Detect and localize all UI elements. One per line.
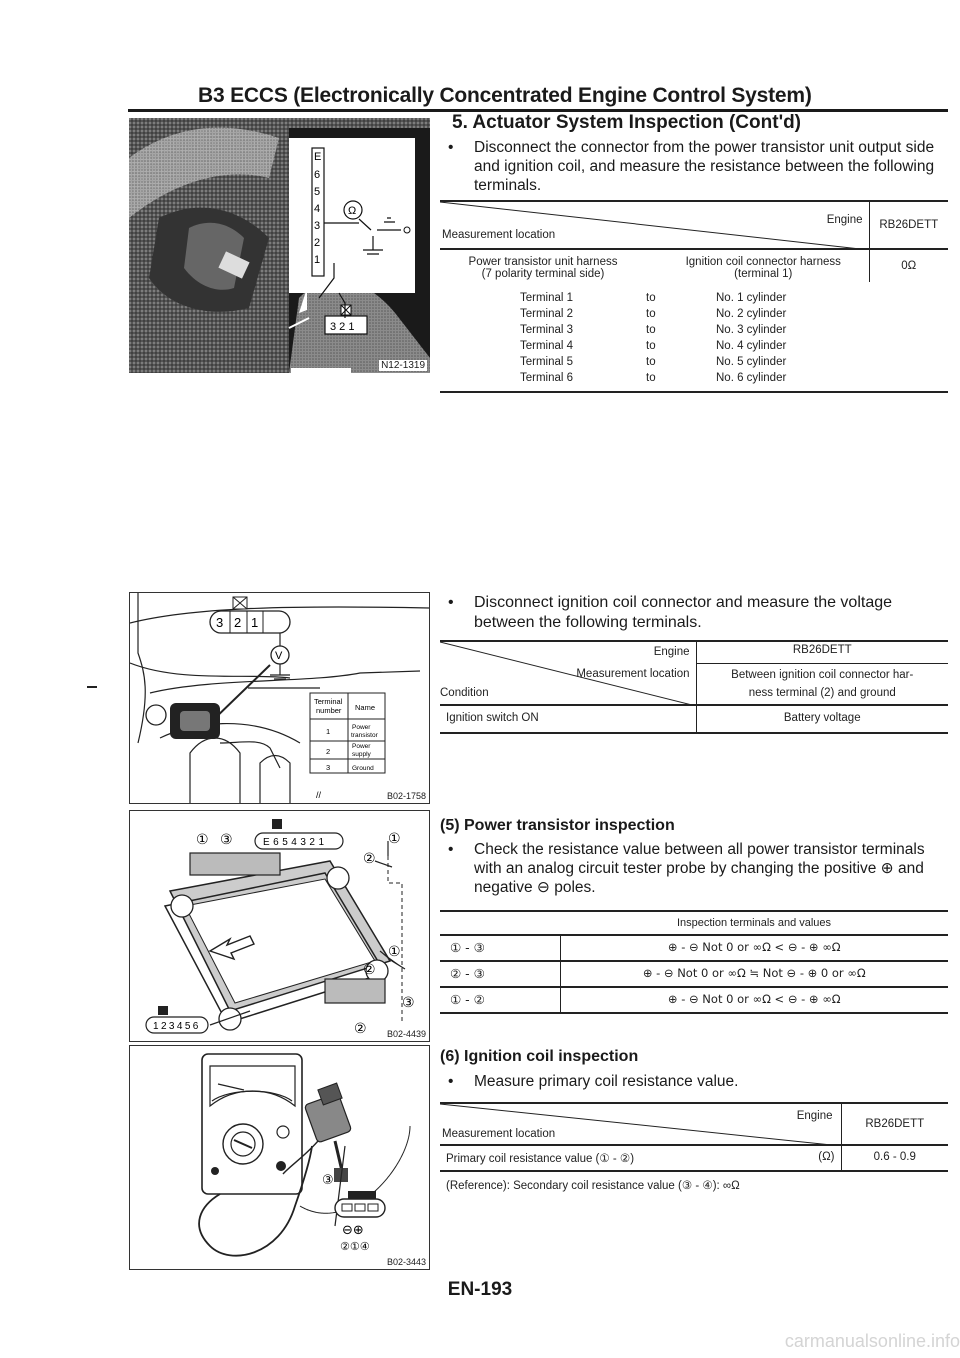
voltage-check-drawing bbox=[130, 593, 430, 804]
table-cell: to bbox=[646, 372, 656, 384]
transistor-section bbox=[440, 817, 948, 897]
svg-text:①: ① bbox=[388, 944, 401, 960]
svg-text:number: number bbox=[316, 706, 342, 715]
svg-text:⊖⊕: ⊖⊕ bbox=[342, 1223, 364, 1238]
coil-corner bbox=[440, 1103, 841, 1145]
svg-text:1: 1 bbox=[314, 254, 321, 266]
corner-measurement-label: Measurement location bbox=[442, 229, 556, 241]
figure-code: B02-4439 bbox=[386, 1029, 426, 1039]
terminal-pair: ① - ② bbox=[450, 992, 485, 1007]
svg-text:③: ③ bbox=[220, 832, 233, 848]
engine-model-cell: RB26DETT bbox=[869, 201, 948, 249]
margin-mark bbox=[87, 686, 97, 688]
svg-text:Ground: Ground bbox=[352, 765, 374, 772]
table-row bbox=[440, 961, 948, 987]
table-cell: to bbox=[646, 292, 656, 304]
table-subheader-row bbox=[440, 249, 948, 282]
ignition-coil-drawing bbox=[130, 1046, 430, 1270]
svg-text:1: 1 bbox=[326, 727, 331, 736]
figure-engine-photo bbox=[129, 118, 430, 373]
voltage-corner bbox=[440, 641, 696, 705]
bullet-text: Disconnect ignition coil connector and measure the voltage between the following terminals. bbox=[474, 594, 893, 631]
svg-text:supply: supply bbox=[352, 751, 371, 758]
svg-text:3: 3 bbox=[314, 220, 321, 232]
location-cell: Between ignition coil connector har- ness terminal (2) and ground bbox=[696, 663, 948, 705]
primary-label: Primary coil resistance value (① - ②) bbox=[446, 1153, 635, 1165]
svg-text:①: ① bbox=[388, 831, 401, 847]
corner-diagonal bbox=[440, 202, 869, 250]
table-cell: No. 5 cylinder bbox=[716, 356, 787, 368]
table-cell: Terminal 5 bbox=[520, 356, 574, 368]
table-cell: No. 3 cylinder bbox=[716, 324, 787, 336]
figure-code: N12-1319 bbox=[381, 360, 425, 371]
corner-condition-label: Condition bbox=[440, 687, 489, 699]
terminal-pair: ① - ③ bbox=[450, 940, 485, 955]
figure-voltage-check bbox=[129, 592, 430, 804]
ohm-label: Ω bbox=[348, 205, 357, 217]
svg-text:transistor: transistor bbox=[351, 732, 378, 739]
section-title: 5. Actuator System Inspection (Cont'd) bbox=[452, 112, 802, 133]
svg-text:1: 1 bbox=[251, 615, 259, 630]
svg-text:123456: 123456 bbox=[153, 1021, 201, 1032]
terminal-rows bbox=[440, 282, 948, 386]
resistance-value: 0Ω bbox=[869, 249, 948, 282]
figure-code: B02-1758 bbox=[386, 791, 426, 801]
table-corner bbox=[440, 201, 869, 249]
bullet-disconnect-power-transistor: • Disconnect the connector from the power transistor unit output side and ignition coil, and measure the resistance between the following terminals. bbox=[448, 139, 935, 194]
page-header-title: B3 ECCS (Electronically Concentrated Engine Control System) bbox=[198, 84, 812, 107]
engine-model-cell: RB26DETT bbox=[841, 1103, 948, 1145]
table-cell: Terminal 3 bbox=[520, 324, 574, 336]
table-row bbox=[440, 987, 948, 1013]
table-cell: Terminal 6 bbox=[520, 372, 574, 384]
left-head: Power transistor unit harness (7 polarity terminal side) bbox=[468, 256, 618, 280]
svg-text:3 2 1: 3 2 1 bbox=[330, 321, 355, 333]
ignition-coil-title: (6) Ignition coil inspection bbox=[440, 1048, 639, 1065]
bullet-disconnect-coil: • Disconnect ignition coil connector and measure the voltage between the following terminals. bbox=[448, 594, 893, 631]
corner-engine-label: Engine bbox=[796, 1110, 833, 1122]
primary-value: 0.6 - 0.9 bbox=[841, 1145, 948, 1171]
svg-text:②: ② bbox=[363, 851, 376, 867]
resistance-table bbox=[440, 200, 948, 393]
table-header-row bbox=[440, 201, 948, 249]
svg-text:Terminal: Terminal bbox=[314, 697, 343, 706]
table-row bbox=[440, 306, 948, 322]
inspection-value: ⊕ - ⊖ Not 0 or ∞Ω ≒ Not ⊖ - ⊕ 0 or ∞Ω bbox=[560, 961, 948, 987]
table-cell: No. 4 cylinder bbox=[716, 340, 787, 352]
svg-text:③: ③ bbox=[322, 1173, 334, 1188]
transistor-title: (5) Power transistor inspection bbox=[440, 817, 675, 834]
svg-text:V: V bbox=[275, 650, 283, 662]
bullet-check-resistance: • Check the resistance value between all power transistor terminals with an analog circuit tester probe by changing the positive ⊕ and negative ⊖ poles. bbox=[448, 841, 925, 896]
inspection-head: Inspection terminals and values bbox=[676, 917, 832, 929]
page-number: EN-193 bbox=[447, 1279, 513, 1300]
actuator-section bbox=[440, 112, 948, 195]
table-cell: Terminal 1 bbox=[520, 292, 574, 304]
corner-measurement-label: Measurement location bbox=[576, 668, 690, 680]
svg-text:①: ① bbox=[196, 832, 209, 848]
inspection-value: ⊕ - ⊖ Not 0 or ∞Ω < ⊖ - ⊕ ∞Ω bbox=[560, 935, 948, 961]
svg-text:6: 6 bbox=[314, 169, 321, 181]
right-head: Ignition coil connector harness (terminal 1) bbox=[685, 256, 841, 280]
svg-text:2: 2 bbox=[314, 237, 321, 249]
table-row bbox=[440, 282, 948, 306]
condition-cell: Ignition switch ON bbox=[446, 712, 539, 724]
table-row bbox=[440, 322, 948, 338]
table-cell: to bbox=[646, 356, 656, 368]
table-cell: to bbox=[646, 340, 656, 352]
table-row bbox=[440, 354, 948, 370]
svg-text:2: 2 bbox=[234, 615, 242, 630]
figure-power-transistor bbox=[129, 810, 430, 1042]
engine-model-cell: RB26DETT bbox=[696, 641, 948, 663]
power-transistor-drawing bbox=[130, 811, 430, 1042]
coil-table bbox=[440, 1102, 948, 1194]
figure-ignition-coil bbox=[129, 1045, 430, 1270]
bullet-text: Measure primary coil resistance value. bbox=[474, 1073, 739, 1090]
table-cell: No. 2 cylinder bbox=[716, 308, 787, 320]
terminal-pair: ② - ③ bbox=[450, 966, 485, 981]
table-row bbox=[440, 338, 948, 354]
inspection-rows bbox=[440, 935, 948, 1013]
bullet-text: Check the resistance value between all power transistor terminals with an analog circuit tester probe by changing the positive ⊕ and negative ⊖ poles. bbox=[474, 841, 925, 896]
svg-text:5: 5 bbox=[314, 186, 321, 198]
svg-text:3: 3 bbox=[326, 763, 331, 772]
svg-text:E: E bbox=[314, 151, 322, 163]
bullet-text: Disconnect the connector from the power transistor unit output side and ignition coil, and measure the resistance between the following terminals. bbox=[474, 139, 935, 194]
svg-text:3: 3 bbox=[216, 615, 224, 630]
svg-text://: // bbox=[316, 790, 322, 800]
corner-measurement-label: Measurement location bbox=[442, 1128, 556, 1140]
reference-note: (Reference): Secondary coil resistance value (③ - ④): ∞Ω bbox=[446, 1180, 740, 1192]
figure-code: B02-3443 bbox=[386, 1257, 426, 1267]
svg-text:Name: Name bbox=[355, 703, 376, 712]
svg-text:②: ② bbox=[363, 962, 376, 978]
voltage-table bbox=[440, 640, 948, 734]
table-cell: No. 1 cylinder bbox=[716, 292, 787, 304]
table-cell: No. 6 cylinder bbox=[716, 372, 787, 384]
voltage-section bbox=[440, 593, 948, 633]
transistor-table bbox=[440, 910, 948, 1014]
table-cell: Terminal 4 bbox=[520, 340, 574, 352]
table-cell: to bbox=[646, 324, 656, 336]
table-cell: to bbox=[646, 308, 656, 320]
table-row bbox=[440, 370, 948, 386]
svg-text:2: 2 bbox=[326, 747, 331, 756]
watermark: carmanualsonline.info bbox=[784, 1331, 960, 1351]
voltage-value: Battery voltage bbox=[696, 705, 948, 733]
ignition-coil-section bbox=[440, 1048, 948, 1091]
table-cell: Terminal 2 bbox=[520, 308, 574, 320]
svg-text:Power: Power bbox=[352, 743, 371, 750]
svg-text:②①④: ②①④ bbox=[340, 1240, 370, 1253]
corner-engine-label: Engine bbox=[653, 646, 690, 658]
svg-text:E654321: E654321 bbox=[263, 837, 328, 848]
inspection-value: ⊕ - ⊖ Not 0 or ∞Ω < ⊖ - ⊕ ∞Ω bbox=[560, 987, 948, 1013]
primary-unit: (Ω) bbox=[818, 1151, 835, 1163]
svg-text:4: 4 bbox=[314, 203, 321, 215]
svg-text:Power: Power bbox=[352, 724, 371, 731]
bullet-measure-primary: • Measure primary coil resistance value. bbox=[448, 1073, 739, 1090]
svg-text:②: ② bbox=[354, 1021, 367, 1037]
table-row bbox=[440, 935, 948, 961]
engine-photo-drawing bbox=[129, 118, 430, 373]
corner-engine-label: Engine bbox=[826, 214, 863, 226]
svg-text:③: ③ bbox=[402, 995, 415, 1011]
page-header bbox=[128, 84, 948, 108]
